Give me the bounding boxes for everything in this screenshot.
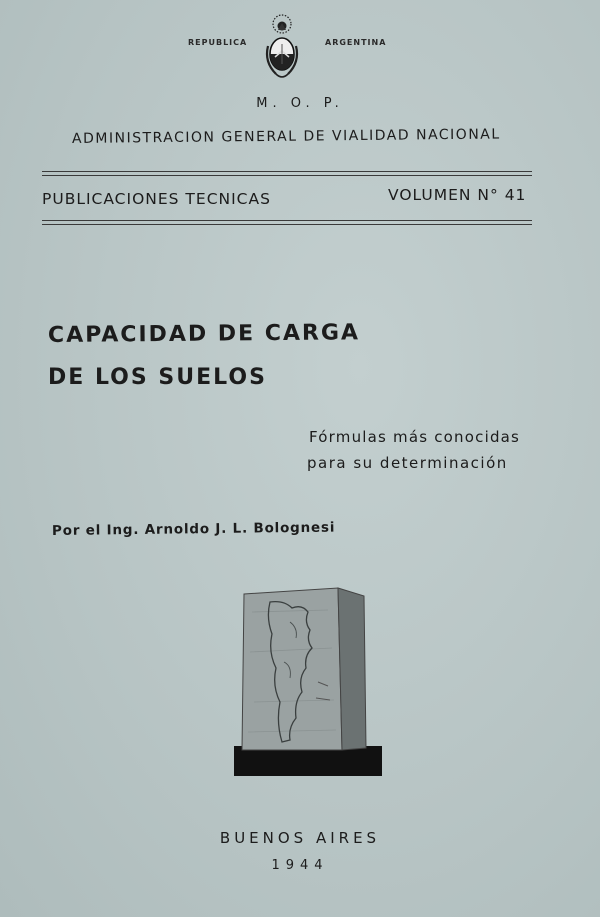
imprint-city: BUENOS AIRES <box>219 829 381 847</box>
top-rule <box>42 171 532 172</box>
coat-of-arms-icon <box>262 10 302 84</box>
subtitle-line-2: para su determinación <box>307 454 508 472</box>
administration-heading: ADMINISTRACION GENERAL DE VIALIDAD NACIONAL <box>71 126 501 147</box>
bottom-rule <box>42 220 532 221</box>
top-rule-inner <box>42 175 532 176</box>
argentina-caption: ARGENTINA <box>325 38 387 47</box>
title-line-1: CAPACIDAD DE CARGA <box>47 320 361 348</box>
monument-illustration <box>232 582 384 778</box>
author-line: Por el Ing. Arnoldo J. L. Bolognesi <box>51 519 336 539</box>
republica-caption: REPUBLICA <box>188 38 248 47</box>
imprint-year: 1944 <box>271 858 329 873</box>
bottom-rule-inner <box>42 224 532 225</box>
series-name: PUBLICACIONES TECNICAS <box>42 190 271 208</box>
title-line-2: DE LOS SUELOS <box>48 365 267 390</box>
volume-number: VOLUMEN N° 41 <box>388 186 527 204</box>
subtitle-line-1: Fórmulas más conocidas <box>309 428 521 446</box>
ministry-abbreviation: M. O. P. <box>256 96 344 111</box>
